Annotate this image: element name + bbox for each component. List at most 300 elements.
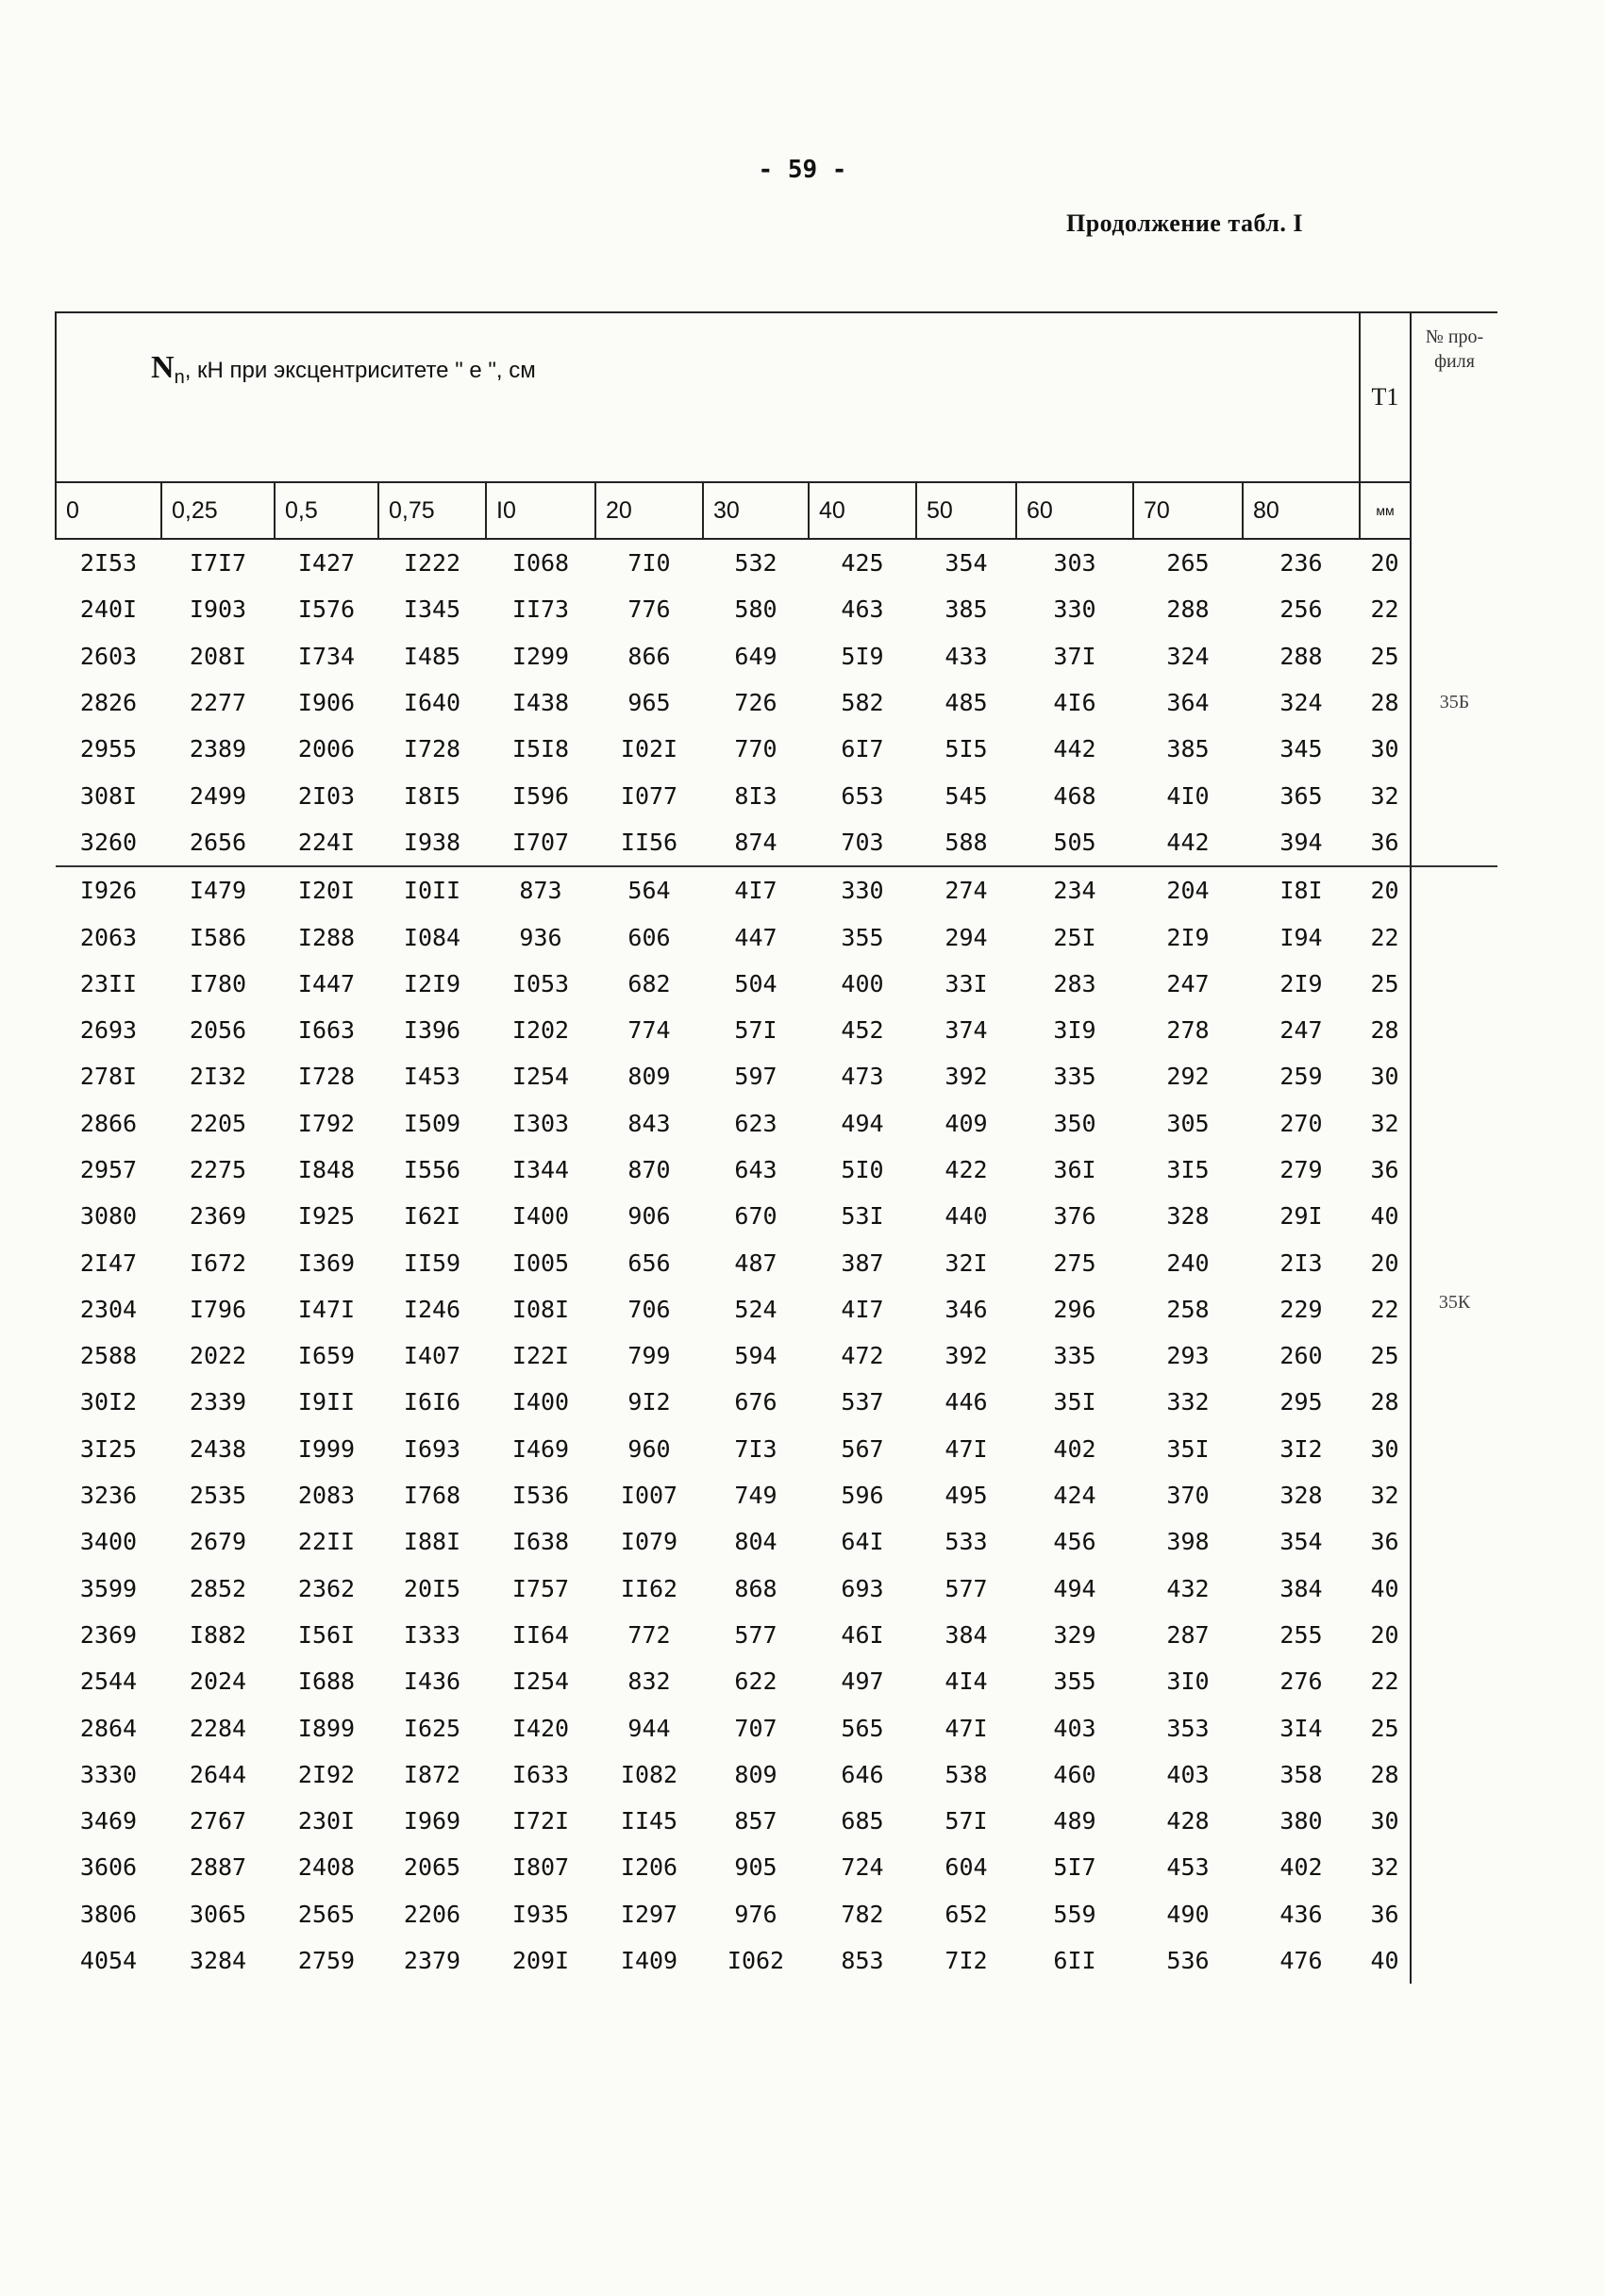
- value-cell: 580: [734, 595, 777, 624]
- value-cell: 3806: [79, 1900, 138, 1928]
- value-cell: I780: [189, 969, 247, 997]
- value-cell: 335: [1053, 1063, 1096, 1091]
- value-cell: I297: [620, 1900, 678, 1928]
- value-cell: 265: [1133, 539, 1243, 586]
- table-row: [56, 1937, 1497, 1984]
- value-cell: 234: [1016, 866, 1133, 913]
- value-cell: 2565: [297, 1900, 356, 1928]
- column-header: 0,75: [378, 482, 486, 539]
- value-cell: I728: [403, 735, 461, 763]
- value-cell: 287: [1166, 1620, 1210, 1649]
- value-cell: I969: [403, 1807, 461, 1835]
- table-row: [56, 539, 1497, 586]
- value-cell: I903: [189, 595, 247, 624]
- table-row: [56, 1239, 1497, 1285]
- value-cell: 258: [1166, 1295, 1210, 1323]
- value-cell: 335: [1053, 1342, 1096, 1370]
- value-cell: 724: [841, 1853, 884, 1882]
- title-text: , кН при эксцентриситете " e ", см: [184, 358, 536, 383]
- value-cell: 2955: [79, 735, 138, 763]
- value-cell: 446: [945, 1388, 988, 1416]
- value-cell: II56: [620, 828, 678, 856]
- value-cell: 596: [841, 1482, 884, 1510]
- value-cell: 5I5: [945, 735, 988, 763]
- value-cell: 29I: [1279, 1202, 1323, 1231]
- value-cell: 240I: [79, 595, 138, 624]
- value-cell: 3I2: [1279, 1434, 1323, 1463]
- table-row: [56, 1891, 1497, 1937]
- value-cell: 424: [1053, 1482, 1096, 1510]
- value-cell: 276: [1279, 1668, 1323, 1696]
- value-cell: 283: [1053, 969, 1096, 997]
- column-header: 0,5: [275, 482, 378, 539]
- value-cell: 256: [1279, 595, 1323, 624]
- value-cell: I707: [511, 828, 570, 856]
- value-cell: 2056: [189, 1016, 247, 1045]
- value-cell: 2544: [79, 1668, 138, 1696]
- column-header: 20: [595, 482, 703, 539]
- value-cell: 259: [1279, 1063, 1323, 1091]
- value-cell: 770: [734, 735, 777, 763]
- value-cell: I053: [511, 969, 570, 997]
- table-row: [56, 1007, 1497, 1053]
- value-cell: 392: [945, 1342, 988, 1370]
- value-cell: 703: [841, 828, 884, 856]
- value-cell: 870: [627, 1156, 671, 1183]
- profile-header: № про- филя: [1411, 312, 1497, 539]
- value-cell: 403: [1053, 1714, 1096, 1742]
- value-cell: 538: [945, 1760, 988, 1788]
- table-row: [56, 1704, 1497, 1751]
- value-cell: I94: [1279, 923, 1323, 951]
- value-cell: 5I9: [841, 642, 884, 670]
- table-row: [56, 1472, 1497, 1518]
- value-cell: 270: [1279, 1109, 1323, 1137]
- value-cell: 2535: [189, 1482, 247, 1510]
- value-cell: I659: [297, 1342, 356, 1370]
- value-cell: 3330: [79, 1760, 138, 1788]
- value-cell: I427: [275, 539, 378, 586]
- table-row: [56, 1844, 1497, 1890]
- value-cell: 260: [1279, 1342, 1323, 1370]
- value-cell: 330: [809, 866, 916, 913]
- value-cell: 25I: [1053, 923, 1096, 951]
- value-cell: 3I4: [1279, 1714, 1323, 1742]
- table-row: [56, 819, 1497, 866]
- value-cell: 2644: [189, 1760, 247, 1788]
- value-cell: I62I: [403, 1202, 461, 1231]
- value-cell: I938: [403, 828, 461, 856]
- value-cell: 440: [945, 1202, 988, 1231]
- value-cell: 385: [945, 595, 988, 624]
- value-cell: 749: [734, 1482, 777, 1510]
- value-cell: 2852: [189, 1574, 247, 1602]
- value-cell: I303: [511, 1109, 570, 1137]
- value-cell: 3065: [189, 1900, 247, 1928]
- value-cell: I638: [511, 1528, 570, 1556]
- value-cell: I400: [511, 1202, 570, 1231]
- value-cell: 456: [1053, 1528, 1096, 1556]
- value-cell: 772: [627, 1620, 671, 1649]
- thickness-cell: 25: [1360, 633, 1411, 679]
- value-cell: 489: [1053, 1807, 1096, 1835]
- value-cell: 328: [1166, 1202, 1210, 1231]
- value-cell: 328: [1279, 1482, 1323, 1510]
- value-cell: 432: [1166, 1574, 1210, 1602]
- value-cell: 275: [1053, 1249, 1096, 1277]
- column-header: 80: [1243, 482, 1360, 539]
- value-cell: II59: [403, 1249, 461, 1277]
- value-cell: 3I0: [1166, 1668, 1210, 1696]
- value-cell: 294: [945, 923, 988, 951]
- thickness-cell: 22: [1360, 1658, 1411, 1704]
- value-cell: 857: [734, 1807, 777, 1835]
- value-cell: 385: [1166, 735, 1210, 763]
- value-cell: 594: [734, 1342, 777, 1370]
- value-cell: I728: [297, 1063, 356, 1091]
- value-cell: 670: [734, 1202, 777, 1231]
- value-cell: 622: [734, 1668, 777, 1696]
- value-cell: I688: [297, 1668, 356, 1696]
- value-cell: 295: [1279, 1388, 1323, 1416]
- value-cell: I906: [297, 689, 356, 717]
- value-cell: 35I: [1166, 1434, 1210, 1463]
- value-cell: I88I: [403, 1528, 461, 1556]
- value-cell: I409: [620, 1947, 678, 1975]
- value-cell: 3I5: [1166, 1156, 1210, 1183]
- value-cell: 468: [1053, 781, 1096, 810]
- value-cell: 866: [627, 642, 671, 670]
- value-cell: 33I: [945, 969, 988, 997]
- value-cell: 364: [1166, 689, 1210, 717]
- value-cell: 305: [1166, 1109, 1210, 1137]
- value-cell: 292: [1166, 1063, 1210, 1091]
- value-cell: 2284: [189, 1714, 247, 1742]
- value-cell: 398: [1166, 1528, 1210, 1556]
- value-cell: 606: [627, 923, 671, 951]
- value-cell: I6I6: [403, 1388, 461, 1416]
- value-cell: I7I7: [161, 539, 275, 586]
- value-cell: I436: [403, 1668, 461, 1696]
- table-row: [56, 726, 1497, 772]
- value-cell: 832: [627, 1668, 671, 1696]
- thickness-cell: 25: [1360, 961, 1411, 1007]
- value-cell: 656: [627, 1249, 671, 1277]
- value-cell: I9II: [297, 1388, 356, 1416]
- value-cell: 504: [734, 969, 777, 997]
- value-cell: 442: [1053, 735, 1096, 763]
- value-cell: 64I: [841, 1528, 884, 1556]
- value-cell: II64: [511, 1620, 570, 1649]
- value-cell: 288: [1166, 595, 1210, 624]
- table-row: [56, 866, 1497, 913]
- column-header: 70: [1133, 482, 1243, 539]
- value-cell: 905: [734, 1853, 777, 1882]
- value-cell: 247: [1166, 969, 1210, 997]
- value-cell: I72I: [511, 1807, 570, 1835]
- value-cell: 355: [841, 923, 884, 951]
- table-row: [56, 1798, 1497, 1844]
- table-row: [56, 679, 1497, 726]
- value-cell: 293: [1166, 1342, 1210, 1370]
- load-table: [55, 311, 1497, 1984]
- value-cell: 324: [1166, 642, 1210, 670]
- value-cell: I246: [403, 1295, 461, 1323]
- value-cell: 4I4: [945, 1668, 988, 1696]
- value-cell: 384: [1279, 1574, 1323, 1602]
- profile-cell: 35Б: [1439, 691, 1470, 712]
- thickness-cell: 22: [1360, 1286, 1411, 1332]
- table-row: [56, 913, 1497, 960]
- value-cell: 809: [627, 1063, 671, 1091]
- value-cell: 487: [734, 1249, 777, 1277]
- value-cell: 2024: [189, 1668, 247, 1696]
- value-cell: 447: [734, 923, 777, 951]
- value-cell: 843: [627, 1109, 671, 1137]
- value-cell: 3080: [79, 1202, 138, 1231]
- value-cell: I509: [403, 1109, 461, 1137]
- table-row: [56, 772, 1497, 818]
- value-cell: I344: [511, 1156, 570, 1183]
- value-cell: 346: [945, 1295, 988, 1323]
- thickness-cell: 32: [1360, 1472, 1411, 1518]
- value-cell: 582: [841, 689, 884, 717]
- table-row: [56, 1147, 1497, 1193]
- value-cell: 473: [841, 1063, 884, 1091]
- thickness-cell: 25: [1360, 1332, 1411, 1379]
- value-cell: I254: [511, 1063, 570, 1091]
- value-cell: I882: [189, 1620, 247, 1649]
- thickness-cell: 30: [1360, 1053, 1411, 1099]
- value-cell: II45: [620, 1807, 678, 1835]
- value-cell: 2I3: [1279, 1249, 1323, 1277]
- value-cell: 652: [945, 1900, 988, 1928]
- value-cell: I625: [403, 1714, 461, 1742]
- value-cell: I872: [403, 1760, 461, 1788]
- value-cell: 505: [1053, 828, 1096, 856]
- value-cell: 2I32: [189, 1063, 247, 1091]
- value-cell: I899: [297, 1714, 356, 1742]
- thickness-cell: 25: [1360, 1704, 1411, 1751]
- value-cell: I935: [511, 1900, 570, 1928]
- value-cell: I407: [403, 1342, 461, 1370]
- value-cell: 472: [841, 1342, 884, 1370]
- value-cell: 402: [1279, 1853, 1323, 1882]
- value-cell: 4I7: [703, 866, 809, 913]
- value-cell: 279: [1279, 1156, 1323, 1183]
- value-cell: 545: [945, 781, 988, 810]
- value-cell: 392: [945, 1063, 988, 1091]
- value-cell: 2I9: [1166, 923, 1210, 951]
- value-cell: 799: [627, 1342, 671, 1370]
- value-cell: 873: [486, 866, 595, 913]
- value-cell: 5I7: [1053, 1853, 1096, 1882]
- value-cell: 463: [841, 595, 884, 624]
- value-cell: 3606: [79, 1853, 138, 1882]
- value-cell: 2006: [297, 735, 356, 763]
- value-cell: 7I2: [945, 1947, 988, 1975]
- value-cell: 433: [945, 642, 988, 670]
- value-cell: 495: [945, 1482, 988, 1510]
- value-cell: I288: [297, 923, 356, 951]
- value-cell: 2759: [297, 1947, 356, 1975]
- thickness-unit: мм: [1360, 482, 1411, 539]
- value-cell: I2I9: [403, 969, 461, 997]
- value-cell: I792: [297, 1109, 356, 1137]
- value-cell: 47I: [945, 1434, 988, 1463]
- value-cell: 524: [734, 1295, 777, 1323]
- value-cell: 2339: [189, 1388, 247, 1416]
- value-cell: 559: [1053, 1900, 1096, 1928]
- value-cell: 278I: [79, 1063, 138, 1091]
- value-cell: I925: [297, 1202, 356, 1231]
- value-cell: 4I7: [841, 1295, 884, 1323]
- value-cell: 707: [734, 1714, 777, 1742]
- value-cell: 533: [945, 1528, 988, 1556]
- value-cell: 5I0: [841, 1156, 884, 1183]
- value-cell: 2369: [79, 1620, 138, 1649]
- value-cell: I084: [403, 923, 461, 951]
- value-cell: 236: [1243, 539, 1360, 586]
- value-cell: 353: [1166, 1714, 1210, 1742]
- value-cell: 247: [1279, 1016, 1323, 1045]
- value-cell: 782: [841, 1900, 884, 1928]
- value-cell: 329: [1053, 1620, 1096, 1649]
- value-cell: 564: [595, 866, 703, 913]
- value-cell: 706: [627, 1295, 671, 1323]
- value-cell: 685: [841, 1807, 884, 1835]
- table-row: [56, 1658, 1497, 1704]
- value-cell: I469: [511, 1434, 570, 1463]
- value-cell: 403: [1166, 1760, 1210, 1788]
- value-cell: I796: [189, 1295, 247, 1323]
- value-cell: I345: [403, 595, 461, 624]
- value-cell: 4I0: [1166, 781, 1210, 810]
- value-cell: 240: [1166, 1249, 1210, 1277]
- value-cell: 643: [734, 1156, 777, 1183]
- value-cell: 2063: [79, 923, 138, 951]
- thickness-cell: 28: [1360, 1007, 1411, 1053]
- value-cell: 209I: [511, 1947, 570, 1975]
- value-cell: 2499: [189, 781, 247, 810]
- value-cell: 567: [841, 1434, 884, 1463]
- value-cell: 20I5: [403, 1574, 461, 1602]
- value-cell: 350: [1053, 1109, 1096, 1137]
- thickness-cell: 30: [1360, 1426, 1411, 1472]
- value-cell: I299: [511, 642, 570, 670]
- value-cell: 682: [627, 969, 671, 997]
- value-cell: I479: [161, 866, 275, 913]
- value-cell: I47I: [297, 1295, 356, 1323]
- column-header: 30: [703, 482, 809, 539]
- value-cell: 355: [1053, 1668, 1096, 1696]
- value-cell: 370: [1166, 1482, 1210, 1510]
- value-cell: 497: [841, 1668, 884, 1696]
- value-cell: I206: [620, 1853, 678, 1882]
- value-cell: 365: [1279, 781, 1323, 810]
- value-cell: 868: [734, 1574, 777, 1602]
- value-cell: 2379: [403, 1947, 461, 1975]
- value-cell: I438: [511, 689, 570, 717]
- value-cell: 354: [1279, 1528, 1323, 1556]
- value-cell: 2389: [189, 735, 247, 763]
- value-cell: 2206: [403, 1900, 461, 1928]
- value-cell: 2275: [189, 1156, 247, 1183]
- value-cell: 960: [627, 1434, 671, 1463]
- value-cell: 324: [1279, 689, 1323, 717]
- value-cell: I062: [727, 1947, 785, 1975]
- page-number: - 59 -: [758, 156, 847, 184]
- thickness-cell: 30: [1360, 1798, 1411, 1844]
- column-header: 60: [1016, 482, 1133, 539]
- value-cell: 494: [1053, 1574, 1096, 1602]
- value-cell: 3400: [79, 1528, 138, 1556]
- thickness-cell: 40: [1360, 1937, 1411, 1984]
- column-headers: [56, 482, 1497, 539]
- value-cell: 597: [734, 1063, 777, 1091]
- value-cell: 774: [627, 1016, 671, 1045]
- value-cell: 23II: [79, 969, 138, 997]
- value-cell: 22II: [297, 1528, 356, 1556]
- column-header: 40: [809, 482, 916, 539]
- ti-header: Т1: [1360, 312, 1411, 482]
- table-row: [56, 586, 1497, 632]
- value-cell: 3469: [79, 1807, 138, 1835]
- value-cell: 345: [1279, 735, 1323, 763]
- thickness-cell: 20: [1360, 1612, 1411, 1658]
- value-cell: 296: [1053, 1295, 1096, 1323]
- table-row: [56, 1379, 1497, 1425]
- value-cell: 874: [734, 828, 777, 856]
- value-cell: I757: [511, 1574, 570, 1602]
- value-cell: 204: [1133, 866, 1243, 913]
- value-cell: I672: [189, 1249, 247, 1277]
- value-cell: I999: [297, 1434, 356, 1463]
- value-cell: 9I2: [627, 1388, 671, 1416]
- value-cell: I082: [620, 1760, 678, 1788]
- value-cell: 394: [1279, 828, 1323, 856]
- value-cell: 442: [1166, 828, 1210, 856]
- thickness-cell: 22: [1360, 913, 1411, 960]
- value-cell: 2065: [403, 1853, 461, 1882]
- value-cell: 452: [841, 1016, 884, 1045]
- value-cell: II73: [511, 595, 570, 624]
- thickness-cell: 30: [1360, 726, 1411, 772]
- table-row: [56, 1053, 1497, 1099]
- value-cell: 46I: [841, 1620, 884, 1649]
- value-cell: 230I: [297, 1807, 356, 1835]
- value-cell: I077: [620, 781, 678, 810]
- value-cell: 4054: [79, 1947, 138, 1975]
- value-cell: 2679: [189, 1528, 247, 1556]
- thickness-cell: 40: [1360, 1566, 1411, 1612]
- value-cell: 208I: [189, 642, 247, 670]
- value-cell: 6I7: [841, 735, 884, 763]
- value-cell: 425: [809, 539, 916, 586]
- thickness-cell: 20: [1360, 539, 1411, 586]
- value-cell: 906: [627, 1202, 671, 1231]
- table-row: [56, 1286, 1497, 1332]
- value-cell: 2826: [79, 689, 138, 717]
- value-cell: 649: [734, 642, 777, 670]
- value-cell: 2369: [189, 1202, 247, 1231]
- value-cell: 288: [1279, 642, 1323, 670]
- value-cell: 380: [1279, 1807, 1323, 1835]
- value-cell: 274: [916, 866, 1016, 913]
- value-cell: 2887: [189, 1853, 247, 1882]
- value-cell: 693: [841, 1574, 884, 1602]
- value-cell: 2304: [79, 1295, 138, 1323]
